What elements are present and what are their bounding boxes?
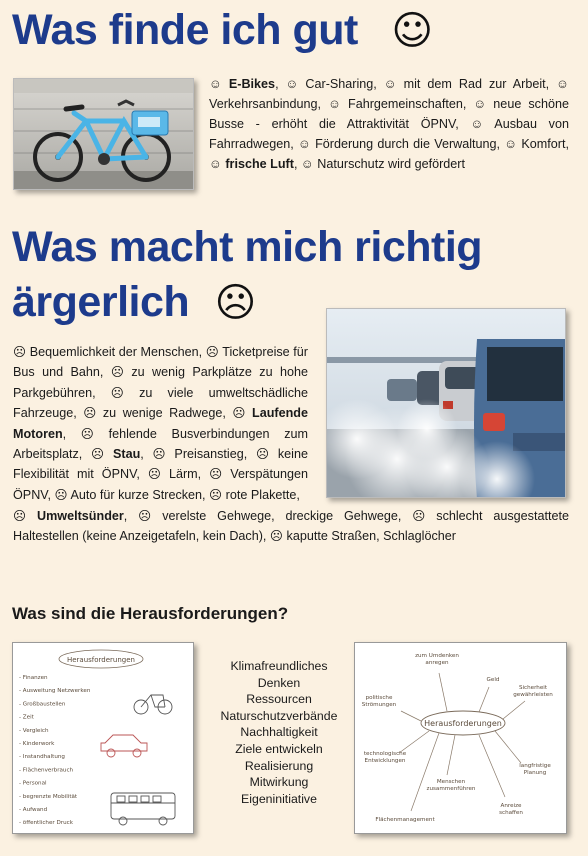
good-point-text-2: , ☺ Car-Sharing, ☺ mit dem Rad zur Arbeit, ☺ Verkehrsanbindung, ☺ Fahrgemeinschaften, ☺ neue schöne Busse - erhöht die Attraktivität ÖPNV, ☺ Ausbau von Fahrradwegen, ☺ Förderung durch die Verwaltung, ☺ Komfort, ☺ [209, 77, 570, 171]
traffic-jam-photo [326, 308, 566, 498]
challenge-item: Naturschutzverbände [220, 708, 338, 723]
mindmap-node: zum Umdenken anregen [415, 653, 459, 666]
traffic-jam-image [327, 309, 566, 498]
left-board-heading: Herausforderungen [66, 656, 136, 664]
ebike-photo [13, 78, 194, 190]
annoying-point-text-4-cont: ☹ [13, 509, 38, 523]
heading-was-finde-ich-gut [12, 6, 433, 55]
left-board-item: - Flächenverbrauch [19, 767, 74, 774]
good-point-text-4: , ☺ Naturschutz wird gefördert [293, 157, 465, 171]
mindmap-node: Flächenmanagement [375, 817, 435, 823]
left-board-item: - Aufwand [19, 807, 48, 813]
left-board-list [19, 675, 91, 826]
annoying-points-paragraph [13, 342, 308, 505]
challenge-item: Ressourcen [246, 692, 312, 707]
annoying-point-bold-1: Laufende Motoren [13, 406, 308, 441]
left-board-item: - Kinderwork [19, 741, 55, 747]
challenges-heading: Was sind die Herausforderungen? [12, 604, 289, 623]
good-point-text-0: ☺ [209, 77, 229, 91]
annoying-point-text-0: ☹ Bequemlichkeit der Menschen, ☹ Ticketpreise für Bus und Bahn, ☹ zu wenig Parkplätze zu hohe Parkgebühren, ☹ zu viele umweltschädliche Fahrzeuge, ☹ zu wenige Radwege, ☹ [13, 345, 308, 421]
mindmap-node: langfristige Planung [519, 763, 551, 776]
left-board-item: - Finanzen [19, 675, 48, 681]
challenge-item: Realisierung [244, 758, 314, 773]
mindmap-node: Sicherheit gewährleisten [513, 685, 553, 698]
left-board-item: - Ausweitung Netzwerken [19, 688, 91, 695]
whiteboard-right [354, 642, 567, 834]
left-board-item: - Zeit [19, 714, 34, 721]
whiteboard-right-mindmap [355, 643, 567, 834]
challenge-item: Nachhaltigkeit [240, 725, 318, 740]
annoying-point-text-2: , ☹ fehlende Busverbindungen zum Arbeitsplatz, ☹ [13, 426, 308, 462]
frown-icon: ☹ [214, 280, 256, 326]
left-board-item: - Vergleich [19, 727, 49, 734]
whiteboard-left [12, 642, 194, 834]
mindmap-nodes [362, 653, 553, 823]
mindmap-node: politische Strömungen [361, 695, 397, 708]
annoying-point-bold-3: Stau [112, 447, 141, 462]
mindmap-center: Herausforderungen [424, 719, 502, 728]
ebike-image [14, 79, 194, 190]
challenge-item: Mitwirkung [249, 775, 309, 790]
annoying-points-paragraph-cont [13, 506, 569, 547]
left-board-item: - öffentlicher Druck [19, 820, 73, 827]
challenge-item: Denken [257, 675, 301, 690]
heading-was-macht-mich-aergerlich-line2 [12, 278, 256, 327]
heading-text: Was finde ich gut [12, 6, 358, 54]
annoying-point-text-4: , ☹ Preisanstieg, ☹ keine Flexibilität mit ÖPNV, ☹ Lärm, ☹ Verspätungen ÖPNV, ☹ Auto für kurze Strecken, ☹ rote Plakette, [13, 447, 308, 502]
left-board-item: - Personal [19, 780, 47, 787]
mindmap-node: Anreize schaffen [499, 803, 523, 816]
challenge-item: Eigeninitiative [241, 791, 317, 806]
left-board-item: - Großbaustellen [19, 701, 66, 708]
whiteboard-left-drawing [13, 643, 194, 834]
heading-text: ärgerlich [12, 278, 190, 326]
good-points-paragraph [209, 74, 569, 174]
annoying-point-bold-5: Umweltsünder [37, 509, 124, 523]
good-point-bold-1: E-Bikes [228, 77, 276, 91]
challenges-list [206, 658, 352, 807]
challenge-item: Ziele entwickeln [235, 741, 323, 756]
mindmap-node: Geld [486, 677, 500, 683]
smiley-icon: ☺ [391, 8, 433, 54]
challenge-item: Klimafreundliches [230, 659, 328, 673]
mindmap-node: technologische Entwicklungen [363, 751, 407, 764]
mindmap-node: Menschen zusammenführen [426, 779, 476, 792]
annoying-point-text-6: , ☹ verelste Gehwege, dreckige Gehwege, ☹ schlecht ausgestattete Haltestellen (keine Anzeigetafeln, kein Dach), ☹ kaputte Straßen, Schlaglöcher [13, 509, 569, 544]
left-board-item: - begrenzte Mobilität [19, 793, 78, 800]
heading-was-macht-mich-aergerlich-line1: Was macht mich richtig [12, 223, 483, 271]
left-board-item: - Instandhaltung [19, 754, 65, 761]
good-point-bold-3: frische Luft [225, 157, 294, 171]
